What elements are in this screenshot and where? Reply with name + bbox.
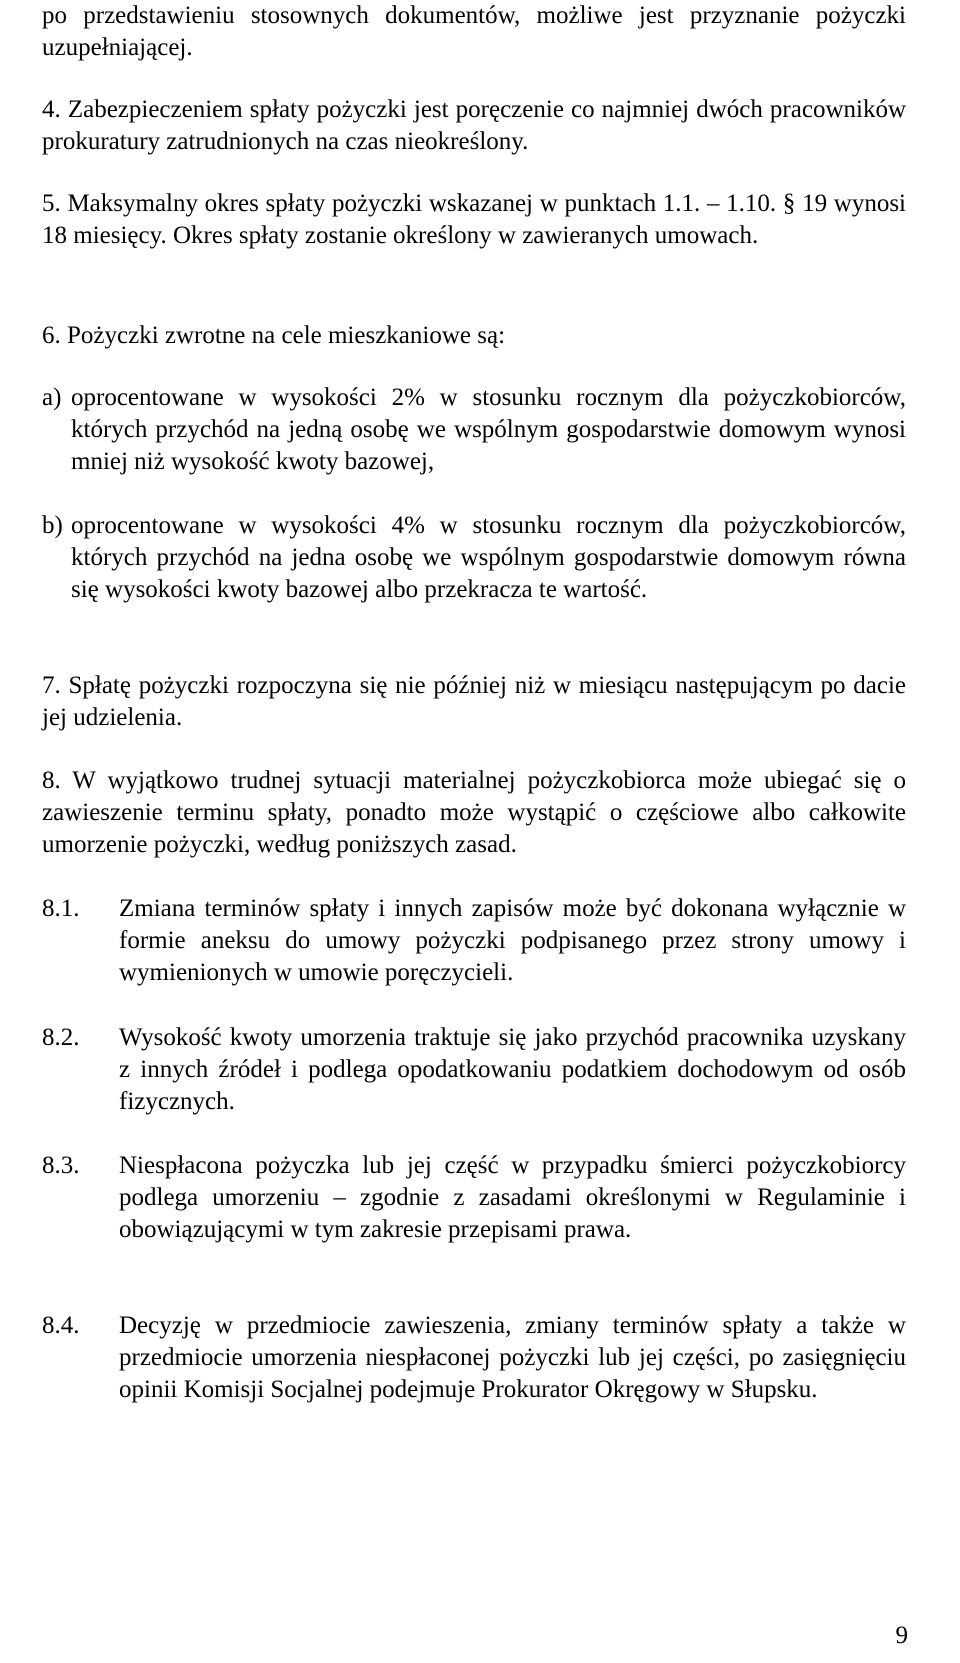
- subsection-8-2-text: Wysokość kwoty umorzenia traktuje się jako przychód pracownika uzyskany z innych źródeł i podlega opodatkowaniu podatkiem dochodowym od osób fizycznych.: [119, 1024, 906, 1115]
- subsection-8-3-text: Niespłacona pożyczka lub jej część w przypadku śmierci pożyczkobiorcy podlega umorzeniu – zgodnie z zasadami określonymi w Regulaminie i obowiązującymi w tym zakresie przepisami prawa.: [119, 1152, 906, 1243]
- subsection-8-4-label: 8.4.: [42, 1312, 80, 1339]
- subsection-8-4-text: Decyzję w przedmiocie zawieszenia, zmiany terminów spłaty a także w przedmiocie umorzenia niespłaconej pożyczki lub jej części, po zasięgnięciu opinii Komisji Socjalnej podejmuje Prokurator Okręgowy w Słupsku.: [119, 1312, 906, 1403]
- paragraph-5: 5. Maksymalny okres spłaty pożyczki wskazanej w punktach 1.1. – 1.10. § 19 wynosi 18 miesięcy. Okres spłaty zostanie określony w zawieranych umowach.: [42, 190, 906, 249]
- paragraph-7: 7. Spłatę pożyczki rozpoczyna się nie później niż w miesiącu następującym po dacie jej udzielenia.: [42, 672, 906, 731]
- subsection-8-1: [42, 893, 906, 989]
- subsection-8-2: [42, 1022, 906, 1118]
- list-item-a-label: a): [42, 384, 62, 411]
- list-item-a: [42, 382, 906, 478]
- list-item-b-label: b): [42, 512, 63, 539]
- subsection-8-1-label: 8.1.: [42, 895, 80, 922]
- paragraph-6: 6. Pożyczki zwrotne na cele mieszkaniowe są:: [42, 322, 506, 349]
- subsection-8-1-text: Zmiana terminów spłaty i innych zapisów może być dokonana wyłącznie w formie aneksu do umowy pożyczki podpisanego przez strony umowy i wymienionych w umowie poręczycieli.: [119, 895, 906, 986]
- paragraph-continuation: po przedstawieniu stosownych dokumentów, możliwe jest przyznanie pożyczki uzupełniającej.: [42, 2, 906, 61]
- paragraph-4: 4. Zabezpieczeniem spłaty pożyczki jest poręczenie co najmniej dwóch pracowników prokuratury zatrudnionych na czas nieokreślony.: [42, 96, 906, 155]
- subsection-8-4: [42, 1310, 906, 1406]
- list-item-b-text: oprocentowane w wysokości 4% w stosunku rocznym dla pożyczkobiorców, których przychód na jedna osobę we wspólnym gospodarstwie domowym równa się wysokości kwoty bazowej albo przekracza te wartość.: [71, 512, 906, 603]
- subsection-8-2-label: 8.2.: [42, 1024, 80, 1051]
- subsection-8-3: [42, 1150, 906, 1246]
- subsection-8-3-label: 8.3.: [42, 1152, 80, 1179]
- paragraph-8: 8. W wyjątkowo trudnej sytuacji materialnej pożyczkobiorca może ubiegać się o zawieszenie terminu spłaty, ponadto może wystąpić o częściowe albo całkowite umorzenie pożyczki, według poniższych zasad.: [42, 767, 906, 858]
- page-number: 9: [895, 1622, 908, 1649]
- list-item-b: [42, 510, 906, 606]
- list-item-a-text: oprocentowane w wysokości 2% w stosunku rocznym dla pożyczkobiorców, których przychód na jedną osobę we wspólnym gospodarstwie domowym wynosi mniej niż wysokość kwoty bazowej,: [71, 384, 906, 475]
